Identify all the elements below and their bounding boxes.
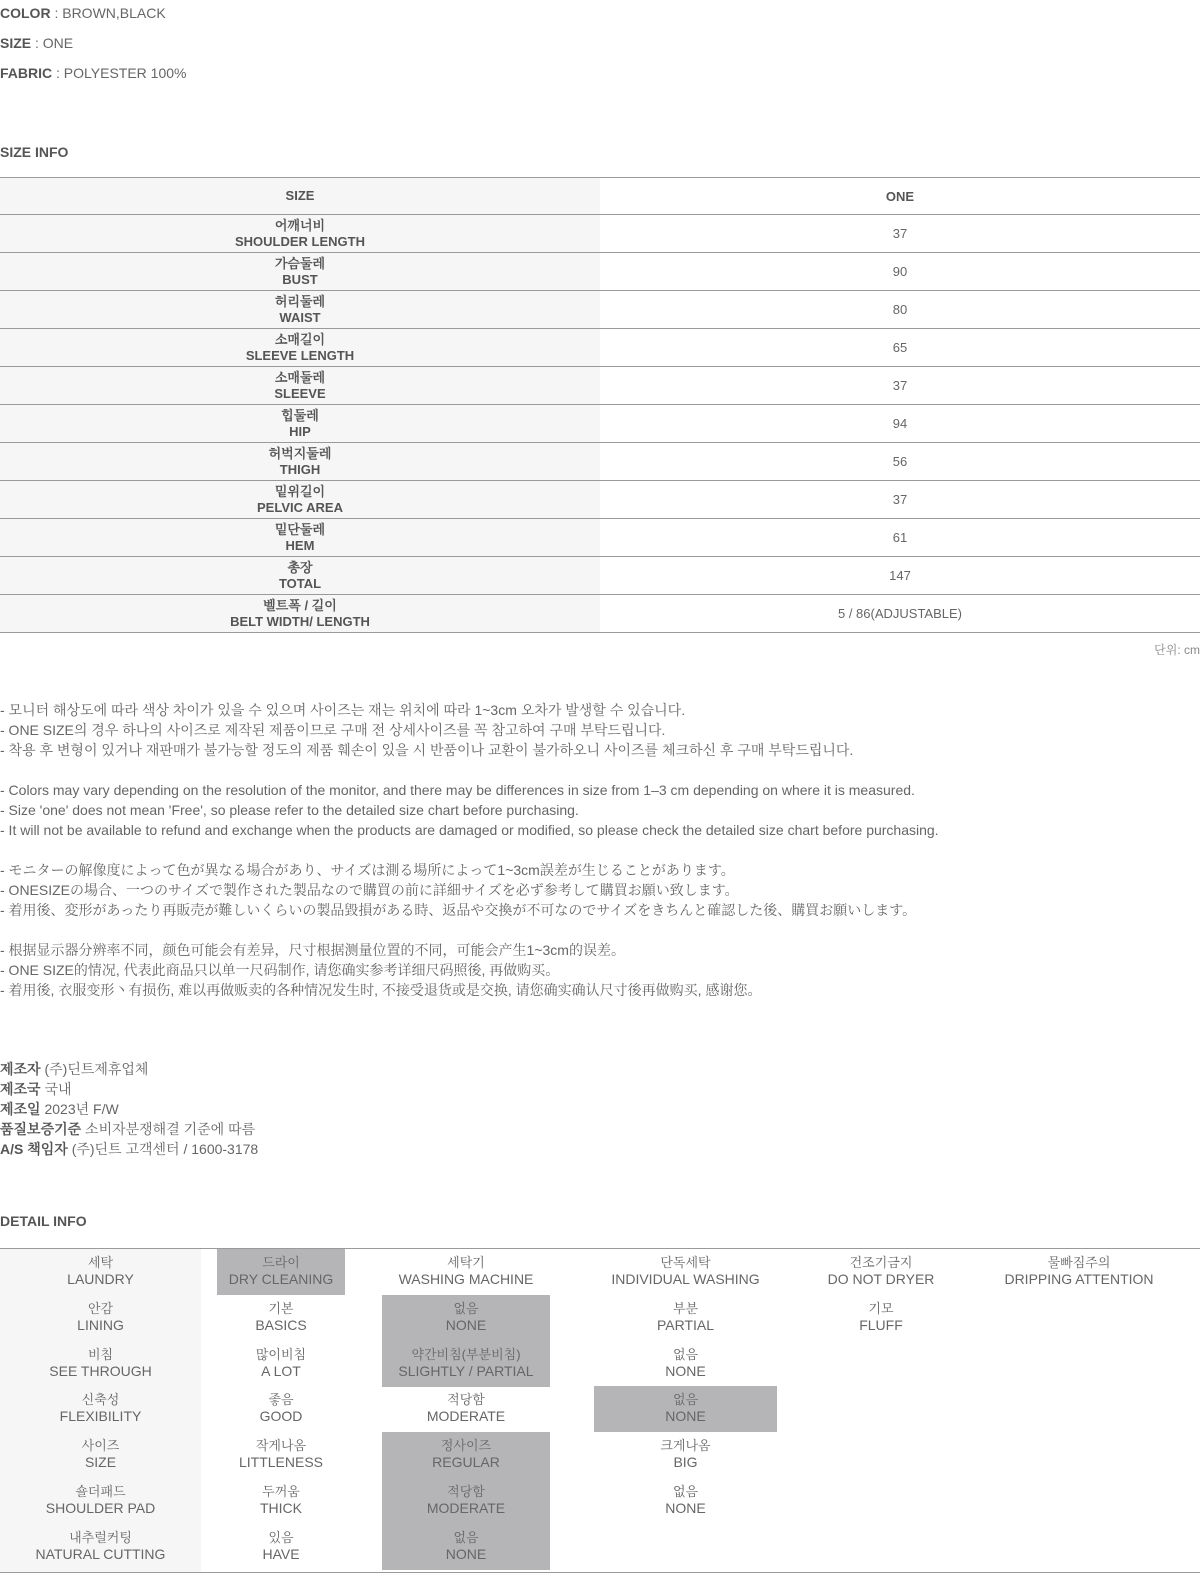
detail-row	[0, 1524, 1200, 1570]
detail-option	[964, 1249, 1194, 1295]
detail-option	[382, 1386, 550, 1432]
detail-label-ko: 사이즈	[81, 1438, 120, 1454]
detail-option-ko: 적당함	[447, 1484, 485, 1499]
size-value: : ONE	[31, 35, 74, 51]
maker-value: 국내	[40, 1081, 72, 1097]
detail-option	[795, 1295, 967, 1341]
detail-row	[0, 1432, 1200, 1478]
detail-row	[0, 1341, 1200, 1387]
detail-option-selected	[594, 1386, 777, 1432]
detail-option-en: NONE	[445, 1316, 487, 1333]
note-line: - It will not be available to refund and exchange when the products are damaged or modified, so please check the detailed size chart before purchasing.	[0, 822, 939, 838]
detail-option-en: BASICS	[255, 1316, 307, 1333]
notes-group-zh	[0, 940, 939, 1000]
detail-option	[594, 1341, 777, 1387]
detail-option-en: DO NOT DRYER	[827, 1271, 935, 1287]
color-value: : BROWN,BLACK	[50, 5, 166, 21]
size-row-label-en: SLEEVE	[274, 385, 326, 401]
note-line: - Colors may vary depending on the resolution of the monitor, and there may be differences in size from 1–3 cm depending on where it is measured.	[0, 782, 915, 798]
detail-option-en: MODERATE	[426, 1500, 506, 1516]
size-table-row	[0, 329, 1200, 367]
detail-option-ko: 없음	[672, 1346, 699, 1362]
notes-group-ko	[0, 700, 939, 760]
detail-label-ko: 신축성	[81, 1392, 120, 1408]
note-line: - 根据显示器分辨率不同，颜色可能会有差异，尺寸根据测量位置的不同，可能会产生1~3cm的误差。	[0, 942, 625, 958]
size-spec	[0, 35, 73, 51]
size-table-row	[0, 253, 1200, 291]
detail-option-selected	[382, 1341, 550, 1387]
maker-label: 제조자	[0, 1061, 41, 1077]
detail-option-selected	[382, 1478, 550, 1524]
size-row-label	[0, 253, 600, 291]
notes-group-ja	[0, 860, 939, 920]
detail-option-selected	[217, 1249, 345, 1295]
detail-bottom-divider	[0, 1572, 1200, 1573]
detail-option-en: BIG	[673, 1454, 698, 1471]
detail-row-label	[0, 1249, 201, 1295]
detail-option-en: PARTIAL	[656, 1316, 715, 1333]
maker-line	[0, 1119, 258, 1139]
size-label: SIZE	[0, 35, 32, 51]
detail-option-ko: 단독세탁	[660, 1255, 711, 1270]
detail-option-en: NONE	[445, 1545, 487, 1562]
size-row-label	[0, 367, 600, 405]
detail-option-ko: 없음	[453, 1529, 479, 1545]
detail-option-ko: 없음	[672, 1392, 699, 1408]
size-table-row	[0, 443, 1200, 481]
detail-row	[0, 1386, 1200, 1432]
size-row-value: 37	[600, 481, 1200, 519]
size-table-row	[0, 595, 1200, 633]
detail-label-ko: 숄더패드	[75, 1484, 126, 1499]
size-row-value: 56	[600, 443, 1200, 481]
size-row-value: 80	[600, 291, 1200, 329]
size-row-label-en: PELVIC AREA	[257, 499, 343, 515]
detail-row-label	[0, 1386, 201, 1432]
detail-option-en: REGULAR	[432, 1454, 500, 1471]
detail-option	[217, 1524, 345, 1570]
detail-option-en: INDIVIDUAL WASHING	[611, 1271, 760, 1287]
detail-option-en: A LOT	[261, 1362, 301, 1379]
size-row-label-ko: 소매둘레	[274, 369, 326, 385]
size-row-label	[0, 329, 600, 367]
maker-line	[0, 1099, 258, 1119]
maker-label: A/S 책임자	[0, 1141, 68, 1157]
size-table-row	[0, 405, 1200, 443]
size-row-label-ko: 벨트폭 / 길이	[263, 597, 337, 613]
note-line: - 착용 후 변형이 있거나 재판매가 불가능할 정도의 제품 훼손이 있을 시 반품이나 교환이 불가하오니 사이즈를 체크하신 후 구매 부탁드립니다.	[0, 742, 854, 758]
size-table-row	[0, 215, 1200, 253]
size-row-label	[0, 443, 600, 481]
detail-option-en: WASHING MACHINE	[398, 1271, 534, 1287]
size-table-row	[0, 291, 1200, 329]
size-row-value: 61	[600, 519, 1200, 557]
size-table	[0, 177, 1200, 633]
size-header-value: ONE	[600, 178, 1200, 215]
size-row-label-en: THIGH	[279, 461, 321, 477]
size-table-row	[0, 481, 1200, 519]
size-row-label-ko: 밑단둘레	[274, 521, 326, 537]
detail-option-ko: 적당함	[447, 1392, 485, 1408]
detail-option	[217, 1478, 345, 1524]
note-line: - ONESIZEの場合、一つのサイズで製作された製品なので購買の前に詳細サイズを必ず参考して購買お願い致します。	[0, 882, 739, 898]
fabric-label: FABRIC	[0, 65, 53, 81]
maker-line	[0, 1139, 258, 1159]
detail-row-label	[0, 1295, 201, 1341]
note-line: - ONE SIZE의 경우 하나의 사이즈로 제작된 제품이므로 구매 전 상세사이즈를 꼭 참고하여 구매 부탁드립니다.	[0, 722, 666, 738]
maker-info	[0, 1059, 258, 1159]
size-row-label	[0, 519, 600, 557]
size-table-row	[0, 519, 1200, 557]
detail-label-en: NATURAL CUTTING	[35, 1545, 166, 1562]
detail-row	[0, 1295, 1200, 1341]
detail-label-en: LINING	[77, 1316, 124, 1333]
size-row-label-ko: 소매길이	[274, 331, 326, 347]
detail-option-en: MODERATE	[426, 1408, 506, 1425]
color-label: COLOR	[0, 5, 51, 21]
size-row-label-ko: 힙둘레	[281, 407, 319, 423]
size-row-label-ko: 허벅지둘레	[268, 445, 332, 461]
detail-label-ko: 안감	[87, 1300, 114, 1316]
detail-label-en: SIZE	[84, 1454, 117, 1471]
maker-value: 2023년 F/W	[40, 1101, 119, 1117]
size-row-value: 147	[600, 557, 1200, 595]
detail-option-ko: 부분	[672, 1300, 699, 1316]
detail-row	[0, 1249, 1200, 1295]
detail-option-en: NONE	[665, 1500, 706, 1516]
detail-option-en: NONE	[665, 1408, 706, 1425]
size-header-label: SIZE	[0, 178, 600, 215]
detail-option-en: DRY CLEANING	[228, 1271, 334, 1287]
detail-option-en: DRIPPING ATTENTION	[1004, 1271, 1154, 1287]
detail-option-en: GOOD	[259, 1408, 303, 1425]
maker-value: (주)딘트제휴업체	[40, 1061, 149, 1077]
size-row-value: 37	[600, 367, 1200, 405]
detail-option	[217, 1341, 345, 1387]
detail-option-selected	[382, 1432, 550, 1478]
detail-label-en: SHOULDER PAD	[45, 1500, 156, 1516]
size-row-label-ko: 어깨너비	[274, 217, 326, 233]
detail-option-ko: 좋음	[268, 1392, 294, 1408]
note-line: - 着用後、変形があったり再販売が難しいくらいの製品毀損がある時、返品や交換が不可なのでサイズをきちんと確認した後、購買お願いします。	[0, 902, 917, 918]
detail-option-ko: 기모	[868, 1300, 894, 1316]
detail-table	[0, 1248, 1200, 1574]
maker-line	[0, 1059, 258, 1079]
detail-row-label	[0, 1432, 201, 1478]
size-table-row	[0, 367, 1200, 405]
maker-value: (주)딘트 고객센터 / 1600-3178	[67, 1141, 259, 1157]
note-line: - モニターの解像度によって色が異なる場合があり、サイズは測る場所によって1~3cm誤差が生じることがあります。	[0, 862, 735, 878]
notes-block	[0, 700, 939, 1020]
size-row-label	[0, 215, 600, 253]
color-spec	[0, 5, 166, 21]
size-row-label	[0, 595, 600, 633]
size-row-label-ko: 총장	[287, 559, 313, 575]
detail-option	[795, 1249, 967, 1295]
note-line: - ONE SIZE的情况, 代表此商品只以单一尺码制作, 请您确实参考详细尺码照後, 再做购买。	[0, 962, 560, 978]
size-row-value: 5 / 86(ADJUSTABLE)	[600, 595, 1200, 633]
note-line: - 着用後, 衣服变形丶有损伤, 难以再做贩卖的各种情况发生时, 不接受退货或是交换, 请您确实确认尺寸後再做购买, 感谢您。	[0, 982, 762, 998]
size-row-value: 37	[600, 215, 1200, 253]
maker-label: 제조국	[0, 1081, 41, 1097]
detail-option	[217, 1295, 345, 1341]
detail-option-ko: 두꺼움	[262, 1484, 300, 1499]
size-row-label-en: TOTAL	[278, 575, 322, 591]
detail-option-ko: 작게나옴	[255, 1438, 307, 1454]
detail-option	[217, 1432, 345, 1478]
detail-row	[0, 1478, 1200, 1524]
size-row-label	[0, 405, 600, 443]
detail-option-selected	[382, 1295, 550, 1341]
detail-label-en: LAUNDRY	[67, 1271, 134, 1287]
detail-label-ko: 내추럴커팅	[69, 1529, 132, 1545]
size-table-row	[0, 557, 1200, 595]
detail-option-en: FLUFF	[859, 1316, 903, 1333]
unit-label: 단위: cm	[1154, 643, 1200, 657]
detail-label-ko: 비침	[87, 1346, 114, 1362]
detail-option	[594, 1295, 777, 1341]
detail-option-ko: 크게나옴	[660, 1438, 711, 1454]
size-row-label-en: HIP	[289, 423, 311, 439]
detail-option-en: SLIGHTLY / PARTIAL	[398, 1362, 534, 1379]
size-row-label-ko: 가슴둘레	[274, 255, 326, 271]
detail-option-selected	[382, 1524, 550, 1570]
size-row-label	[0, 291, 600, 329]
detail-option-en: HAVE	[262, 1545, 300, 1562]
detail-option-ko: 많이비침	[255, 1346, 307, 1362]
detail-option-ko: 세탁기	[447, 1255, 485, 1270]
detail-option-ko: 기본	[268, 1300, 294, 1316]
detail-option	[594, 1249, 777, 1295]
detail-option	[217, 1386, 345, 1432]
size-row-label-en: BUST	[282, 271, 318, 287]
size-row-label	[0, 557, 600, 595]
size-row-value: 90	[600, 253, 1200, 291]
detail-option	[382, 1249, 550, 1295]
size-row-value: 94	[600, 405, 1200, 443]
size-table-header-row	[0, 178, 1200, 215]
detail-label-en: SEE THROUGH	[49, 1362, 152, 1379]
maker-label: 품질보증기준	[0, 1121, 82, 1137]
note-line: - Size 'one' does not mean 'Free', so please refer to the detailed size chart before purchasing.	[0, 802, 579, 818]
size-row-label	[0, 481, 600, 519]
detail-option-en: NONE	[665, 1362, 706, 1379]
detail-option	[594, 1432, 777, 1478]
detail-option-ko: 건조기금지	[849, 1255, 913, 1270]
maker-value: 소비자분쟁해결 기준에 따름	[81, 1121, 256, 1137]
size-row-label-en: BELT WIDTH/ LENGTH	[230, 613, 370, 629]
size-row-label-ko: 허리둘레	[274, 293, 326, 309]
detail-info-title: DETAIL INFO	[0, 1213, 87, 1229]
detail-row-label	[0, 1478, 201, 1524]
fabric-value: : POLYESTER 100%	[52, 65, 187, 81]
size-info-title: SIZE INFO	[0, 144, 69, 160]
detail-option-ko: 정사이즈	[440, 1438, 492, 1454]
detail-option-ko: 없음	[453, 1300, 479, 1316]
detail-option-ko: 물빠짐주의	[1047, 1255, 1111, 1270]
size-row-label-en: SLEEVE LENGTH	[245, 347, 355, 363]
detail-option-ko: 있음	[268, 1529, 294, 1545]
note-line: - 모니터 해상도에 따라 색상 차이가 있을 수 있으며 사이즈는 재는 위치에 따라 1~3cm 오차가 발생할 수 있습니다.	[0, 702, 686, 718]
detail-option-ko: 없음	[672, 1484, 699, 1499]
detail-option-ko: 약간비침(부분비침)	[411, 1346, 521, 1362]
detail-option-en: THICK	[260, 1500, 302, 1516]
fabric-spec	[0, 65, 186, 81]
detail-option-en: LITTLENESS	[238, 1454, 324, 1471]
notes-group-en	[0, 780, 939, 840]
size-row-label-en: SHOULDER LENGTH	[235, 233, 365, 249]
size-row-value: 65	[600, 329, 1200, 367]
size-row-label-ko: 밑위길이	[274, 483, 326, 499]
detail-row-label	[0, 1524, 201, 1570]
size-row-label-en: WAIST	[279, 309, 321, 325]
detail-option-ko: 드라이	[262, 1255, 300, 1270]
maker-label: 제조일	[0, 1101, 41, 1117]
maker-line	[0, 1079, 258, 1099]
detail-label-ko: 세탁	[87, 1255, 114, 1270]
detail-row-label	[0, 1341, 201, 1387]
size-row-label-en: HEM	[285, 537, 315, 553]
detail-option	[594, 1478, 777, 1524]
detail-label-en: FLEXIBILITY	[59, 1408, 142, 1425]
